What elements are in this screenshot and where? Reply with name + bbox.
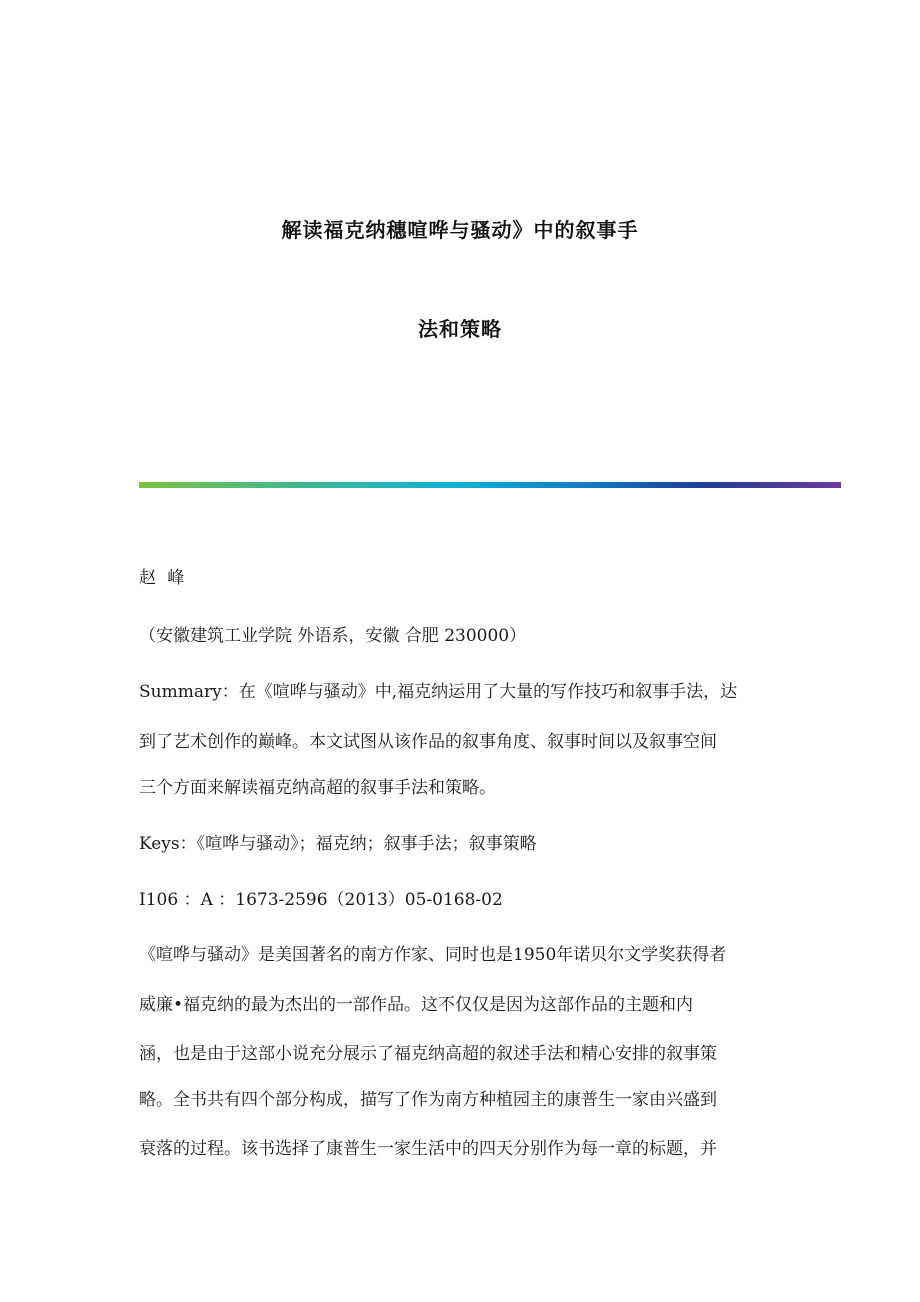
summary-line: 三个方面来解读福克纳高超的叙事手法和策略。 — [139, 778, 496, 798]
title-line-2: 法和策略 — [418, 317, 502, 341]
body-line: 涵，也是由于这部小说充分展示了福克纳高超的叙述手法和精心安排的叙事策 — [139, 1044, 717, 1064]
classification-code: I106 ：A ：1673-2596（2013）05-0168-02 — [139, 890, 503, 910]
gradient-divider — [139, 482, 841, 488]
title-line-1: 解读福克纳穗喧哗与骚动》中的叙事手 — [281, 218, 639, 242]
keywords: Keys：《喧哗与骚动》；福克纳；叙事手法；叙事策略 — [139, 834, 537, 854]
author-name: 赵 峰 — [139, 568, 188, 588]
body-line: 略。全书共有四个部分构成，描写了作为南方种植园主的康普生一家由兴盛到 — [139, 1090, 717, 1110]
body-line: 威廉•福克纳的最为杰出的一部作品。这不仅仅是因为这部作品的主题和内 — [139, 995, 694, 1015]
body-line: 《喧哗与骚动》是美国著名的南方作家、同时也是1950年诺贝尔文学奖获得者 — [139, 945, 727, 965]
summary-line: 到了艺术创作的巅峰。本文试图从该作品的叙事角度、叙事时间以及叙事空间 — [139, 732, 717, 752]
body-line: 衰落的过程。该书选择了康普生一家生活中的四天分别作为每一章的标题，并 — [139, 1139, 717, 1159]
summary-line: Summary：在《喧哗与骚动》中,福克纳运用了大量的写作技巧和叙事手法，达 — [139, 682, 738, 702]
author-affiliation: （安徽建筑工业学院 外语系，安徽 合肥 230000） — [139, 626, 527, 646]
